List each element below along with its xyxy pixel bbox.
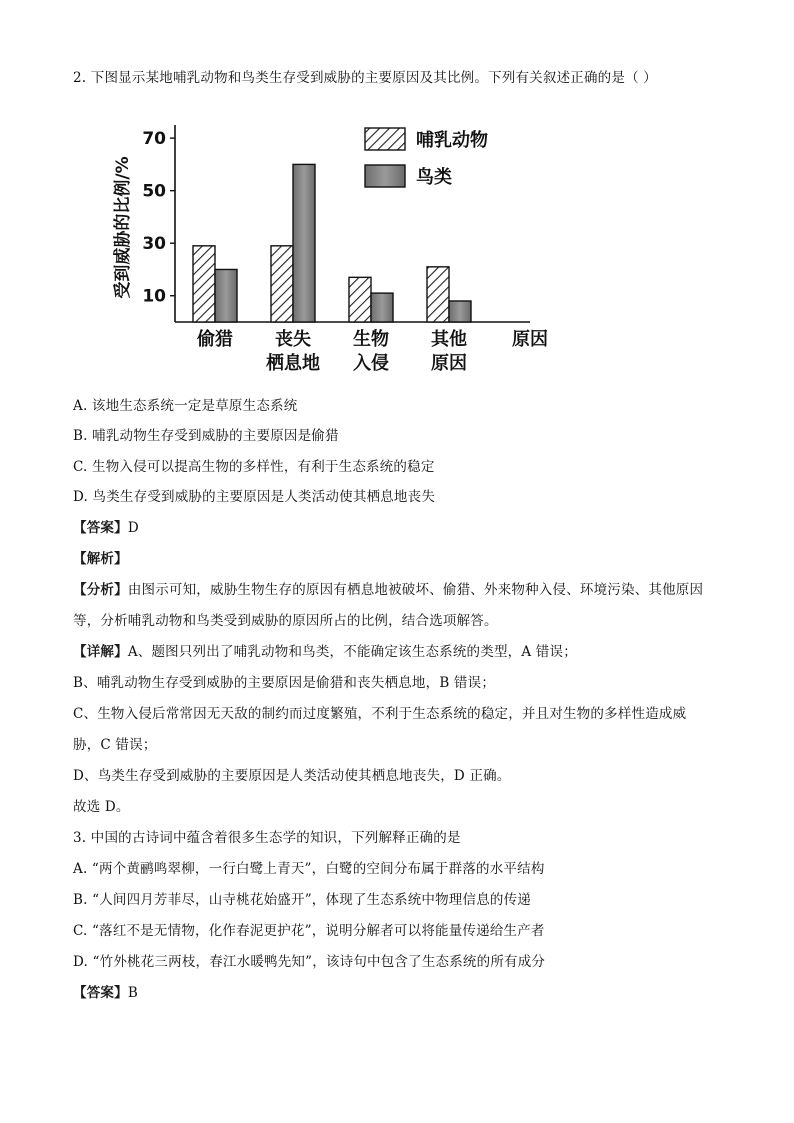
- q3-answer-label: 【答案】: [73, 985, 128, 1001]
- fenxi-label: 【分析】: [73, 582, 128, 598]
- bar-bird: [293, 164, 315, 322]
- q2-option-c: C. 生物入侵可以提高生物的多样性，有利于生态系统的稳定: [73, 459, 435, 475]
- y-tick-label: 70: [142, 129, 166, 150]
- xiangjie-label: 【详解】: [73, 644, 128, 660]
- y-tick-label: 30: [142, 234, 166, 255]
- q3-answer: [73, 981, 138, 1001]
- answer-value: D: [127, 520, 139, 536]
- q3-option-d: D. “竹外桃花三两枝，春江水暖鸭先知”，该诗句中包含了生态系统的所有成分: [73, 954, 546, 970]
- x-tick-label: 生物: [353, 329, 389, 350]
- answer-label: 【答案】: [73, 520, 128, 536]
- x-tick-label: 其他: [431, 329, 467, 350]
- bar-bird: [215, 269, 237, 322]
- threat-bar-chart: [100, 110, 548, 380]
- q2-option-b: B. 哺乳动物生存受到威胁的主要原因是偷猎: [73, 428, 339, 444]
- legend-label: 哺乳动物: [416, 130, 488, 151]
- y-tick-label: 50: [142, 181, 166, 202]
- fenxi-text-1: 由图示可知，威胁生物生存的原因有栖息地被破坏、偷猎、外来物种入侵、环境污染、其他原因: [127, 582, 704, 598]
- q3-answer-value: B: [127, 985, 138, 1001]
- bar-mammal: [193, 246, 215, 322]
- q3-option-a: A. “两个黄鹂鸣翠柳，一行白鹭上青天”，白鹭的空间分布属于群落的水平结构: [73, 861, 545, 877]
- detail-line-c1: C、生物入侵后常常因无天敌的制约而过度繁殖，不利于生态系统的稳定，并且对生物的多样性造成威: [73, 706, 687, 722]
- detail-line-b: B、哺乳动物生存受到威胁的主要原因是偷猎和丧失栖息地，B 错误；: [73, 675, 496, 691]
- fenxi-line-2: 等，分析哺乳动物和鸟类受到威胁的原因所占的比例，结合选项解答。: [73, 613, 498, 629]
- bar-bird: [449, 301, 471, 322]
- detail-line-c2: 胁，C 错误；: [73, 737, 157, 753]
- x-tick-label: 栖息地: [266, 353, 320, 374]
- xiangjie-text-1: A、题图只列出了哺乳动物和鸟类，不能确定该生态系统的类型，A 错误；: [127, 644, 577, 660]
- bar-mammal: [271, 246, 293, 322]
- analysis-label: 【解析】: [73, 551, 128, 567]
- detail-conclusion: 故选 D。: [73, 799, 130, 815]
- q2-stem: 2. 下图显示某地哺乳动物和鸟类生存受到威胁的主要原因及其比例。下列有关叙述正确的是（ ）: [73, 70, 657, 86]
- fenxi-line-1: [73, 578, 703, 598]
- q3-stem: 3. 中国的古诗词中蕴含着很多生态学的知识，下列解释正确的是: [73, 830, 461, 846]
- bar-mammal: [427, 267, 449, 322]
- q3-option-b: B. “人间四月芳菲尽，山寺桃花始盛开”，体现了生态系统中物理信息的传递: [73, 892, 532, 908]
- q3-option-c: C. “落红不是无情物，化作春泥更护花”，说明分解者可以将能量传递给生产者: [73, 923, 545, 939]
- legend-label: 鸟类: [416, 167, 452, 188]
- legend-swatch: [365, 165, 405, 187]
- x-axis-title: 原因: [512, 329, 548, 350]
- q2-option-d: D. 鸟类生存受到威胁的主要原因是人类活动使其栖息地丧失: [73, 489, 436, 505]
- x-tick-label: 丧失: [275, 329, 311, 350]
- x-tick-label: 入侵: [353, 353, 389, 374]
- xiangjie-line-1: [73, 640, 577, 660]
- x-tick-label: 原因: [431, 353, 467, 374]
- q2-answer: [73, 516, 139, 536]
- x-tick-label: 偷猎: [197, 329, 233, 350]
- bar-mammal: [349, 277, 371, 322]
- legend-swatch: [365, 128, 405, 150]
- q2-option-a: A. 该地生态系统一定是草原生态系统: [73, 398, 298, 414]
- detail-line-d: D、鸟类生存受到威胁的主要原因是人类活动使其栖息地丧失，D 正确。: [73, 768, 511, 784]
- y-axis-title: 受到威胁的比例/%: [113, 156, 133, 299]
- y-tick-label: 10: [142, 286, 166, 307]
- bar-bird: [371, 293, 393, 322]
